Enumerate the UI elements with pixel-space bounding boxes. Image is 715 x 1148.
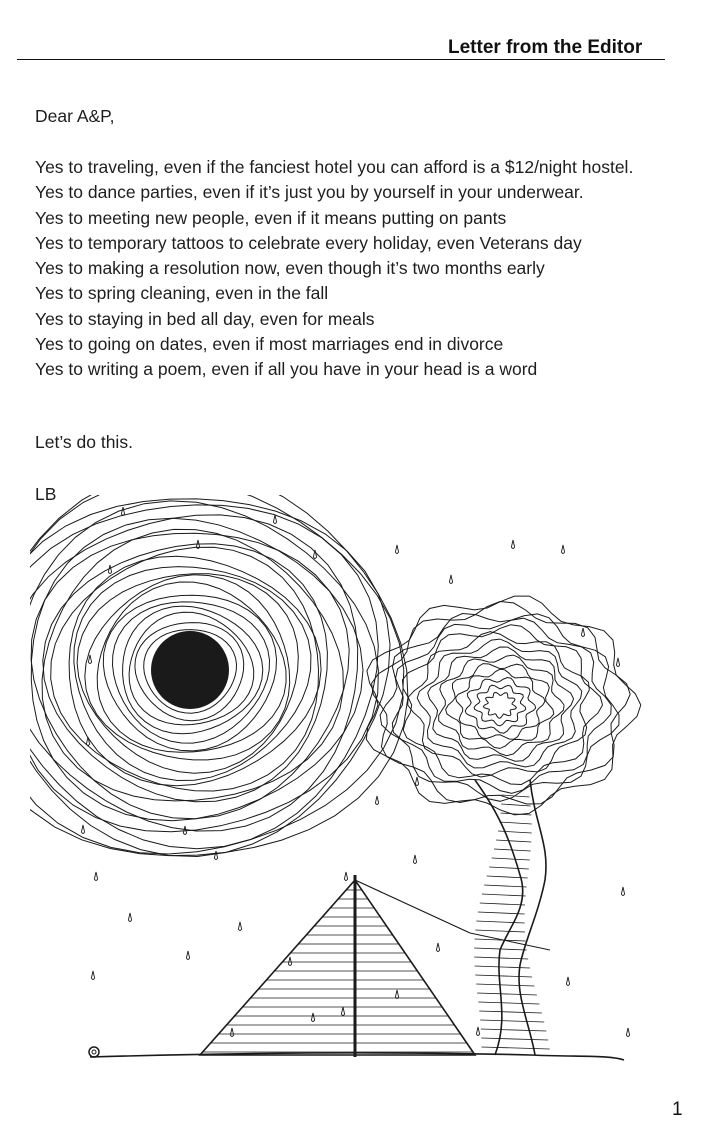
page-number: 1 [672, 1099, 683, 1120]
page-header-title: Letter from the Editor [448, 37, 643, 58]
letter-line: Yes to temporary tattoos to celebrate every holiday, even Veterans day [35, 232, 582, 253]
letter-line: Yes to writing a poem, even if all you have in your head is a word [35, 359, 538, 380]
letter-line: Yes to dance parties, even if it’s just you by yourself in your underwear. [35, 182, 584, 203]
letter-line: Yes to going on dates, even if most marriages end in divorce [35, 334, 504, 355]
letter-salutation: Dear A&P, [35, 106, 115, 126]
ink-illustration-icon [30, 495, 670, 1075]
letter-line: Yes to making a resolution now, even though it’s two months early [35, 258, 545, 279]
letter-lines [35, 155, 633, 383]
letter-line: Yes to traveling, even if the fanciest hotel you can afford is a $12/night hostel. [35, 157, 634, 177]
letter-signature: LB [35, 484, 57, 504]
letter-closing: Let’s do this. [35, 432, 133, 452]
header-rule [17, 59, 665, 60]
letter-line: Yes to meeting new people, even if it means putting on pants [35, 207, 507, 228]
letter-line: Yes to staying in bed all day, even for meals [35, 308, 375, 329]
dark-sun-spiral-icon [30, 495, 408, 857]
tree-icon [366, 596, 641, 1055]
letter-line: Yes to spring cleaning, even in the fall [35, 283, 329, 304]
